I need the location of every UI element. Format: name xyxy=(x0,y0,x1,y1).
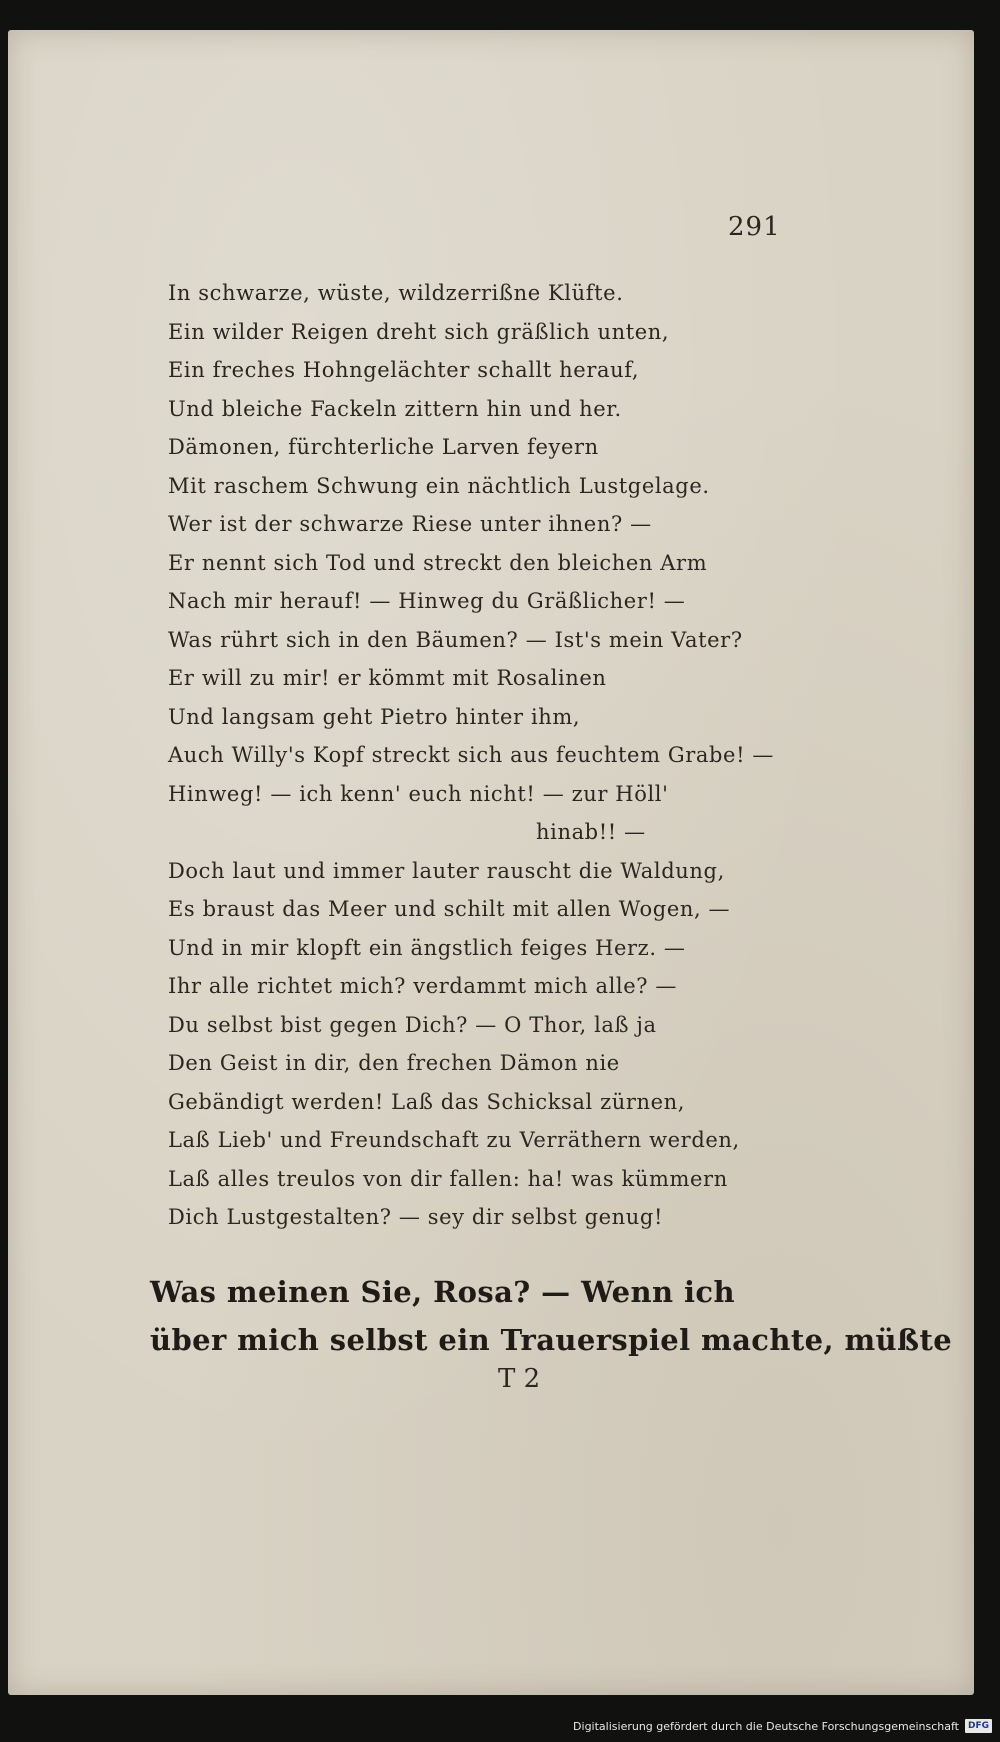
poem-line: Er will zu mir! er kömmt mit Rosalinen xyxy=(168,666,607,690)
poem-line: Den Geist in dir, den frechen Dämon nie xyxy=(168,1051,620,1075)
prose-line: über mich selbst ein Trauerspiel machte, müßte xyxy=(150,1323,953,1357)
poem-line: Nach mir herauf! — Hinweg du Gräßlicher! — xyxy=(168,589,686,613)
poem-line-continuation: hinab!! — xyxy=(536,820,646,844)
signature-mark: T 2 xyxy=(498,1364,541,1394)
poem-line: Auch Willy's Kopf streckt sich aus feuchtem Grabe! — xyxy=(168,743,774,767)
poem-line: Mit raschem Schwung ein nächtlich Lustgelage. xyxy=(168,473,710,498)
poem-line: Und in mir klopft ein ängstlich feiges Herz. — xyxy=(168,935,686,960)
footer-credit xyxy=(573,1716,992,1736)
poem-line: Laß alles treulos von dir fallen: ha! was kümmern xyxy=(168,1166,728,1191)
poem-line: Doch laut und immer lauter rauscht die Waldung, xyxy=(168,858,725,883)
prose-paragraph xyxy=(150,1268,953,1364)
prose-line: Was meinen Sie, Rosa? — Wenn ich xyxy=(150,1275,735,1309)
poem-line: Ihr alle richtet mich? verdammt mich alle? — xyxy=(168,974,677,998)
poem-line: Wer ist der schwarze Riese unter ihnen? — xyxy=(168,512,652,536)
poem-line: Hinweg! — ich kenn' euch nicht! — zur Höll' xyxy=(168,781,669,806)
poem-line: Was rührt sich in den Bäumen? — Ist's mein Vater? xyxy=(168,627,743,652)
poem-line: Und langsam geht Pietro hinter ihm, xyxy=(168,704,581,729)
poem-line: Ein wilder Reigen dreht sich gräßlich unten, xyxy=(168,319,670,344)
poem-line: Er nennt sich Tod und streckt den bleichen Arm xyxy=(168,550,708,575)
poem-line: Gebändigt werden! Laß das Schicksal zürnen, xyxy=(168,1089,686,1114)
poem-line: Du selbst bist gegen Dich? — O Thor, laß ja xyxy=(168,1012,657,1037)
poem-line: Ein freches Hohngelächter schallt herauf, xyxy=(168,358,640,382)
poem-line: Und bleiche Fackeln zittern hin und her. xyxy=(168,396,622,421)
footer-credit-text: Digitalisierung gefördert durch die Deutsche Forschungsgemeinschaft xyxy=(573,1719,959,1733)
poem-line: Dich Lustgestalten? — sey dir selbst genug! xyxy=(168,1205,663,1229)
poem-line: Laß Lieb' und Freundschaft zu Verräthern werden, xyxy=(168,1128,740,1152)
poem-line: In schwarze, wüste, wildzerrißne Klüfte. xyxy=(168,281,624,305)
page-number: 291 xyxy=(728,212,781,242)
poem-text xyxy=(168,274,788,1237)
poem-line: Es braust das Meer und schilt mit allen Wogen, — xyxy=(168,897,731,921)
poem-line: Dämonen, fürchterliche Larven feyern xyxy=(168,435,599,459)
dfg-logo-icon[interactable]: DFG xyxy=(965,1719,992,1733)
